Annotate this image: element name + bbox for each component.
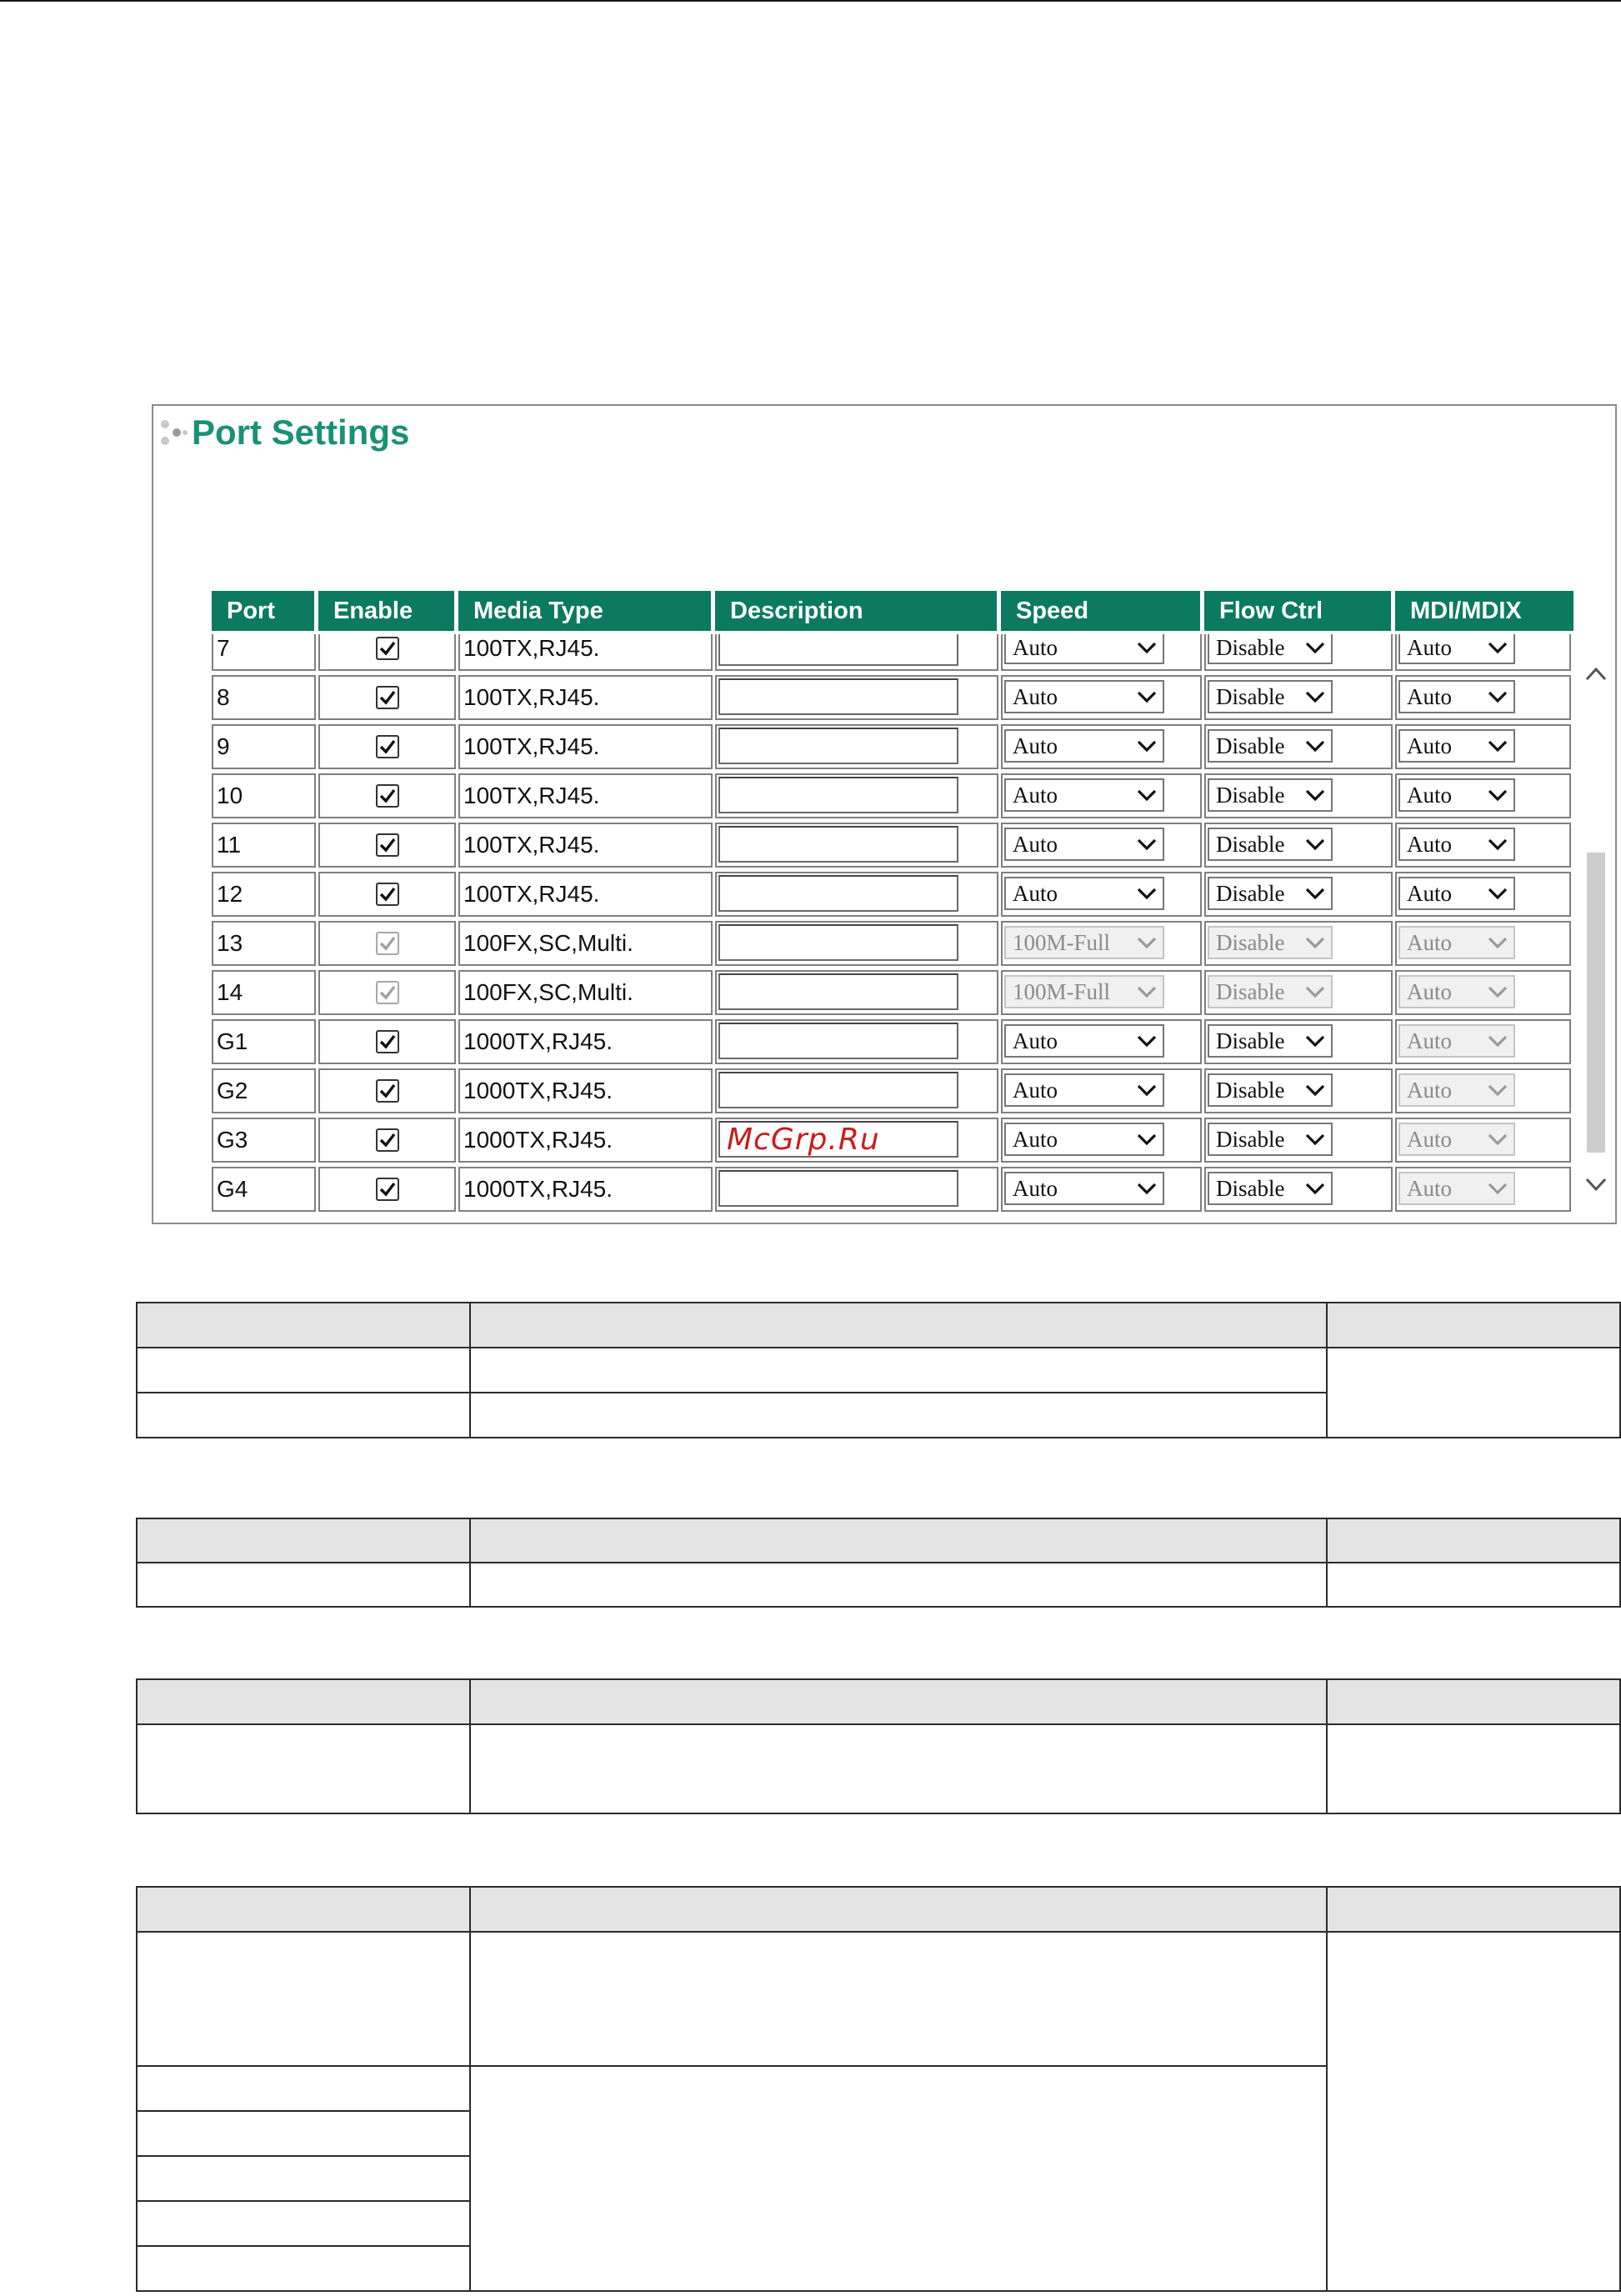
enable-checkbox[interactable] <box>376 883 399 906</box>
description-input[interactable] <box>718 1072 958 1108</box>
mdi-mdix-select-value: Auto <box>1407 881 1452 906</box>
description-input[interactable] <box>718 777 958 813</box>
port-cell: G2 <box>212 1068 316 1113</box>
table-cell <box>1327 1932 1620 2291</box>
speed-select[interactable] <box>1004 1024 1164 1058</box>
table-cell <box>470 1724 1327 1813</box>
description-cell <box>715 724 998 769</box>
enable-cell <box>318 1019 456 1064</box>
column-header-flow-ctrl: Flow Ctrl <box>1204 591 1395 631</box>
table-header-cell <box>137 1518 470 1563</box>
enable-cell <box>318 872 456 917</box>
speed-cell <box>1001 921 1202 966</box>
mdi-mdix-cell <box>1395 872 1571 917</box>
chevron-down-icon <box>1487 1033 1508 1049</box>
mdi-mdix-cell <box>1395 634 1571 671</box>
mdi-mdix-select-value: Auto <box>1407 1176 1452 1201</box>
checkmark-icon <box>378 738 397 756</box>
enable-checkbox[interactable] <box>376 1128 399 1152</box>
mdi-mdix-cell <box>1395 773 1571 818</box>
chevron-down-icon <box>1487 885 1508 902</box>
chevron-down-icon <box>1136 1131 1158 1148</box>
checkmark-icon <box>378 1131 397 1149</box>
enable-checkbox[interactable] <box>376 686 399 709</box>
speed-cell <box>1001 1019 1202 1064</box>
flow-ctrl-cell <box>1204 773 1393 818</box>
speed-cell <box>1001 675 1202 720</box>
table-header-cell <box>1327 1303 1620 1348</box>
chevron-down-icon <box>1487 738 1508 754</box>
mdi-mdix-select <box>1398 975 1515 1008</box>
table-row <box>212 723 1573 772</box>
speed-select-value: Auto <box>1013 733 1058 758</box>
media-type-cell: 1000TX,RJ45. <box>458 1019 713 1064</box>
port-cell: 9 <box>212 724 316 769</box>
speed-select[interactable] <box>1004 729 1164 763</box>
chevron-down-icon <box>1304 1131 1326 1148</box>
speed-select[interactable] <box>1004 877 1164 910</box>
media-type-cell: 1000TX,RJ45. <box>458 1167 713 1212</box>
panel-title: Port Settings <box>192 413 410 452</box>
speed-select[interactable] <box>1004 634 1164 664</box>
table-header-cell <box>470 1303 1327 1348</box>
chevron-down-icon <box>1136 639 1158 656</box>
watermark-text: McGrp.Ru <box>727 1123 880 1157</box>
description-cell <box>715 773 998 818</box>
flow-ctrl-cell <box>1204 634 1393 671</box>
mdi-mdix-cell <box>1395 1068 1571 1113</box>
port-settings-panel <box>152 404 1617 1224</box>
column-header-description: Description <box>715 591 1001 631</box>
chevron-down-icon <box>1304 639 1326 656</box>
chevron-down-icon <box>1136 1180 1158 1197</box>
checkmark-icon <box>378 1082 397 1100</box>
chevron-down-icon <box>1304 934 1326 951</box>
enable-cell <box>318 724 456 769</box>
scroll-thumb[interactable] <box>1587 853 1605 1153</box>
speed-cell <box>1001 823 1202 868</box>
enable-cell <box>318 970 456 1015</box>
speed-cell <box>1001 773 1202 818</box>
column-header-speed: Speed <box>1001 591 1204 631</box>
column-header-enable: Enable <box>318 591 458 631</box>
flow-ctrl-select-value: Disable <box>1216 733 1285 758</box>
port-cell: 11 <box>212 823 316 868</box>
mdi-mdix-select[interactable] <box>1398 680 1515 713</box>
media-type-cell: 100TX,RJ45. <box>458 675 713 720</box>
table-row <box>212 1116 1573 1165</box>
table-cell <box>1327 1563 1620 1607</box>
enable-checkbox[interactable] <box>376 1178 399 1201</box>
description-input[interactable] <box>718 875 958 912</box>
mdi-mdix-select-value: Auto <box>1407 783 1452 808</box>
chevron-down-icon <box>1304 983 1326 1000</box>
mdi-mdix-select <box>1398 926 1515 959</box>
mdi-mdix-select <box>1398 1073 1515 1107</box>
mdi-mdix-select-value: Auto <box>1407 1127 1452 1152</box>
chevron-down-icon <box>1487 1082 1508 1098</box>
speed-cell <box>1001 872 1202 917</box>
mdi-mdix-select-value: Auto <box>1407 1028 1452 1053</box>
mdi-mdix-cell <box>1395 970 1571 1015</box>
port-cell: 13 <box>212 921 316 966</box>
reference-table-3 <box>136 1678 1621 1814</box>
flow-ctrl-cell <box>1204 970 1393 1015</box>
mdi-mdix-cell <box>1395 1118 1571 1163</box>
port-cell: 7 <box>212 634 316 671</box>
table-cell <box>137 1563 470 1607</box>
table-row <box>212 870 1573 919</box>
enable-cell <box>318 1167 456 1212</box>
flow-ctrl-select[interactable] <box>1208 1172 1333 1205</box>
media-type-cell: 100FX,SC,Multi. <box>458 970 713 1015</box>
description-cell <box>715 823 998 868</box>
enable-checkbox[interactable] <box>376 735 399 758</box>
port-cell: G3 <box>212 1118 316 1163</box>
checkmark-icon <box>378 1033 397 1051</box>
speed-select[interactable] <box>1004 778 1164 812</box>
bullet-dots-icon <box>158 418 188 451</box>
media-type-cell: 100TX,RJ45. <box>458 724 713 769</box>
table-cell <box>137 2066 470 2111</box>
mdi-mdix-select <box>1398 1123 1515 1156</box>
speed-select-value: Auto <box>1013 783 1058 808</box>
mdi-mdix-select[interactable] <box>1398 828 1515 861</box>
enable-cell <box>318 675 456 720</box>
checkmark-icon <box>378 885 397 903</box>
port-cell: G1 <box>212 1019 316 1064</box>
table-cell <box>137 2111 470 2156</box>
enable-cell <box>318 1118 456 1163</box>
flow-ctrl-select[interactable] <box>1208 1073 1333 1107</box>
mdi-mdix-cell <box>1395 724 1571 769</box>
flow-ctrl-select[interactable] <box>1208 1024 1333 1058</box>
flow-ctrl-select <box>1208 926 1333 959</box>
column-header-port: Port <box>212 591 318 631</box>
table-header-cell <box>1327 1887 1620 1932</box>
description-cell <box>715 675 998 720</box>
flow-ctrl-select-value: Disable <box>1216 783 1285 808</box>
port-cell: 10 <box>212 773 316 818</box>
port-cell: 14 <box>212 970 316 1015</box>
flow-ctrl-select-value: Disable <box>1216 881 1285 906</box>
flow-ctrl-cell <box>1204 1019 1393 1064</box>
description-input[interactable] <box>718 1023 958 1059</box>
table-row <box>212 1067 1573 1116</box>
chevron-down-icon <box>1304 836 1326 853</box>
enable-checkbox[interactable] <box>376 833 399 857</box>
speed-cell <box>1001 1118 1202 1163</box>
media-type-cell: 100FX,SC,Multi. <box>458 921 713 966</box>
enable-checkbox <box>376 981 399 1004</box>
table-header-cell <box>137 1303 470 1348</box>
table-cell <box>470 2066 1327 2291</box>
flow-ctrl-select[interactable] <box>1208 634 1333 664</box>
speed-cell <box>1001 724 1202 769</box>
speed-select[interactable] <box>1004 680 1164 713</box>
chevron-down-icon <box>1304 787 1326 803</box>
chevron-down-icon <box>1136 1033 1158 1049</box>
flow-ctrl-cell <box>1204 1167 1393 1212</box>
description-cell <box>715 634 998 671</box>
reference-table-2 <box>136 1518 1621 1608</box>
flow-ctrl-select-value: Disable <box>1216 1176 1285 1201</box>
chevron-down-icon <box>1136 836 1158 853</box>
chevron-down-icon <box>1136 983 1158 1000</box>
checkmark-icon <box>378 1180 397 1198</box>
speed-select-value: Auto <box>1013 881 1058 906</box>
table-row <box>212 1018 1573 1067</box>
media-type-cell: 100TX,RJ45. <box>458 872 713 917</box>
chevron-down-icon <box>1487 983 1508 1000</box>
table-cell <box>137 1724 470 1813</box>
enable-checkbox[interactable] <box>376 1079 399 1103</box>
description-cell <box>715 1167 998 1212</box>
speed-select-value: Auto <box>1013 635 1058 660</box>
checkmark-icon <box>378 836 397 854</box>
chevron-down-icon <box>1136 1082 1158 1098</box>
table-row <box>212 968 1573 1018</box>
flow-ctrl-select-value: Disable <box>1216 930 1285 955</box>
checkmark-icon <box>378 639 397 658</box>
description-input[interactable] <box>718 924 958 961</box>
mdi-mdix-select[interactable] <box>1398 778 1515 812</box>
checkmark-icon <box>378 983 397 1002</box>
description-input[interactable] <box>718 678 958 715</box>
table-cell <box>137 1348 470 1393</box>
chevron-up-icon[interactable] <box>1583 664 1608 683</box>
table-row <box>212 634 1573 673</box>
flow-ctrl-select-value: Disable <box>1216 1028 1285 1053</box>
description-input[interactable] <box>718 728 958 764</box>
flow-ctrl-select[interactable] <box>1208 680 1333 713</box>
chevron-down-icon <box>1487 688 1508 705</box>
table-header-cell <box>1327 1518 1620 1563</box>
table-cell <box>1327 1348 1620 1438</box>
mdi-mdix-select-value: Auto <box>1407 979 1452 1004</box>
speed-select <box>1004 975 1164 1008</box>
chevron-down-icon <box>1304 1180 1326 1197</box>
flow-ctrl-select[interactable] <box>1208 729 1333 763</box>
description-cell <box>715 1068 998 1113</box>
chevron-down-icon <box>1487 1131 1508 1148</box>
mdi-mdix-select-value: Auto <box>1407 733 1452 758</box>
table-cell <box>1327 1724 1620 1813</box>
table-header-cell <box>137 1679 470 1724</box>
table-header-cell <box>470 1518 1327 1563</box>
enable-cell <box>318 634 456 671</box>
speed-cell <box>1001 634 1202 671</box>
mdi-mdix-cell <box>1395 1019 1571 1064</box>
speed-cell <box>1001 1167 1202 1212</box>
table-cell <box>470 1393 1327 1438</box>
media-type-cell: 100TX,RJ45. <box>458 773 713 818</box>
port-rows-scroll-area[interactable] <box>212 634 1593 1218</box>
table-cell <box>470 1932 1327 2066</box>
speed-select-value: Auto <box>1013 1078 1058 1103</box>
port-cell: 12 <box>212 872 316 917</box>
checkmark-icon <box>378 934 397 953</box>
table-header-cell <box>470 1679 1327 1724</box>
speed-select[interactable] <box>1004 1172 1164 1205</box>
chevron-down-icon <box>1487 934 1508 951</box>
chevron-down-icon <box>1304 738 1326 754</box>
flow-ctrl-cell <box>1204 675 1393 720</box>
mdi-mdix-select[interactable] <box>1398 729 1515 763</box>
speed-select[interactable] <box>1004 1073 1164 1107</box>
port-cell: 8 <box>212 675 316 720</box>
flow-ctrl-select-value: Disable <box>1216 832 1285 857</box>
table-row <box>212 919 1573 968</box>
enable-checkbox <box>376 932 399 955</box>
description-input[interactable] <box>718 634 958 666</box>
chevron-down-icon <box>1304 688 1326 705</box>
mdi-mdix-cell <box>1395 675 1571 720</box>
description-cell <box>715 872 998 917</box>
flow-ctrl-select-value: Disable <box>1216 635 1285 660</box>
chevron-down-icon <box>1136 934 1158 951</box>
mdi-mdix-select <box>1398 1172 1515 1205</box>
table-header-cell <box>137 1887 470 1932</box>
speed-select[interactable] <box>1004 1123 1164 1156</box>
flow-ctrl-cell <box>1204 1068 1393 1113</box>
enable-checkbox[interactable] <box>376 1030 399 1053</box>
table-cell <box>470 1563 1327 1607</box>
speed-cell <box>1001 1068 1202 1113</box>
mdi-mdix-select[interactable] <box>1398 877 1515 910</box>
description-input[interactable] <box>718 973 958 1010</box>
speed-select[interactable] <box>1004 828 1164 861</box>
description-cell <box>715 921 998 966</box>
media-type-cell: 1000TX,RJ45. <box>458 1118 713 1163</box>
table-cell <box>137 1932 470 2066</box>
table-header-cell <box>1327 1679 1620 1724</box>
flow-ctrl-select <box>1208 975 1333 1008</box>
speed-select-value: Auto <box>1013 1127 1058 1152</box>
flow-ctrl-select[interactable] <box>1208 1123 1333 1156</box>
flow-ctrl-cell <box>1204 872 1393 917</box>
chevron-down-icon <box>1136 688 1158 705</box>
page-top-rule <box>0 0 1621 2</box>
chevron-down-icon <box>1304 1082 1326 1098</box>
chevron-down-icon <box>1487 1180 1508 1197</box>
enable-cell <box>318 1068 456 1113</box>
flow-ctrl-select-value: Disable <box>1216 684 1285 709</box>
description-input[interactable] <box>718 826 958 863</box>
media-type-cell: 100TX,RJ45. <box>458 823 713 868</box>
flow-ctrl-cell <box>1204 921 1393 966</box>
table-cell <box>137 1393 470 1438</box>
reference-table-4 <box>136 1886 1621 2292</box>
table-cell <box>137 2201 470 2246</box>
flow-ctrl-select[interactable] <box>1208 828 1333 861</box>
mdi-mdix-select[interactable] <box>1398 634 1515 664</box>
table-cell <box>137 2246 470 2291</box>
chevron-down-icon <box>1487 787 1508 803</box>
chevron-down-icon <box>1487 836 1508 853</box>
speed-select-value: Auto <box>1013 832 1058 857</box>
table-cell <box>137 2156 470 2201</box>
media-type-cell: 100TX,RJ45. <box>458 634 713 671</box>
checkmark-icon <box>378 688 397 707</box>
description-cell <box>715 1118 998 1163</box>
port-rows <box>212 634 1573 1214</box>
speed-select <box>1004 926 1164 959</box>
speed-select-value: Auto <box>1013 1176 1058 1201</box>
media-type-cell: 1000TX,RJ45. <box>458 1068 713 1113</box>
table-row <box>212 1165 1573 1214</box>
chevron-down-icon <box>1304 1033 1326 1049</box>
speed-cell <box>1001 970 1202 1015</box>
mdi-mdix-select-value: Auto <box>1407 832 1452 857</box>
column-header-media-type: Media Type <box>458 591 715 631</box>
table-cell <box>470 1348 1327 1393</box>
speed-select-value: Auto <box>1013 1028 1058 1053</box>
enable-cell <box>318 921 456 966</box>
chevron-down-icon <box>1487 639 1508 656</box>
mdi-mdix-select-value: Auto <box>1407 930 1452 955</box>
enable-cell <box>318 773 456 818</box>
table-header-cell <box>470 1887 1327 1932</box>
table-row <box>212 821 1573 870</box>
mdi-mdix-cell <box>1395 823 1571 868</box>
flow-ctrl-select[interactable] <box>1208 877 1333 910</box>
flow-ctrl-select-value: Disable <box>1216 1078 1285 1103</box>
flow-ctrl-select-value: Disable <box>1216 1127 1285 1152</box>
table-row <box>212 673 1573 723</box>
description-cell <box>715 970 998 1015</box>
reference-table-1 <box>136 1302 1621 1438</box>
chevron-down-icon <box>1304 885 1326 902</box>
enable-cell <box>318 823 456 868</box>
vertical-scrollbar[interactable] <box>1580 634 1608 1218</box>
flow-ctrl-cell <box>1204 724 1393 769</box>
speed-select-value: 100M-Full <box>1013 930 1111 955</box>
flow-ctrl-cell <box>1204 1118 1393 1163</box>
flow-ctrl-select[interactable] <box>1208 778 1333 812</box>
mdi-mdix-select-value: Auto <box>1407 635 1452 660</box>
flow-ctrl-cell <box>1204 823 1393 868</box>
chevron-down-icon <box>1136 885 1158 902</box>
mdi-mdix-cell <box>1395 1167 1571 1212</box>
enable-checkbox[interactable] <box>376 784 399 808</box>
chevron-down-icon <box>1136 738 1158 754</box>
checkmark-icon <box>378 787 397 805</box>
table-row <box>212 772 1573 821</box>
chevron-down-icon <box>1136 787 1158 803</box>
mdi-mdix-select-value: Auto <box>1407 1078 1452 1103</box>
enable-checkbox[interactable] <box>376 637 399 660</box>
speed-select-value: Auto <box>1013 684 1058 709</box>
table-header <box>212 591 1573 631</box>
mdi-mdix-select <box>1398 1024 1515 1058</box>
column-header-mdi-mdix: MDI/MDIX <box>1395 591 1573 631</box>
port-cell: G4 <box>212 1167 316 1212</box>
flow-ctrl-select-value: Disable <box>1216 979 1285 1004</box>
mdi-mdix-select-value: Auto <box>1407 684 1452 709</box>
mdi-mdix-cell <box>1395 921 1571 966</box>
chevron-down-icon[interactable] <box>1583 1176 1608 1194</box>
speed-select-value: 100M-Full <box>1013 979 1111 1004</box>
description-cell <box>715 1019 998 1064</box>
description-input[interactable] <box>718 1170 958 1207</box>
